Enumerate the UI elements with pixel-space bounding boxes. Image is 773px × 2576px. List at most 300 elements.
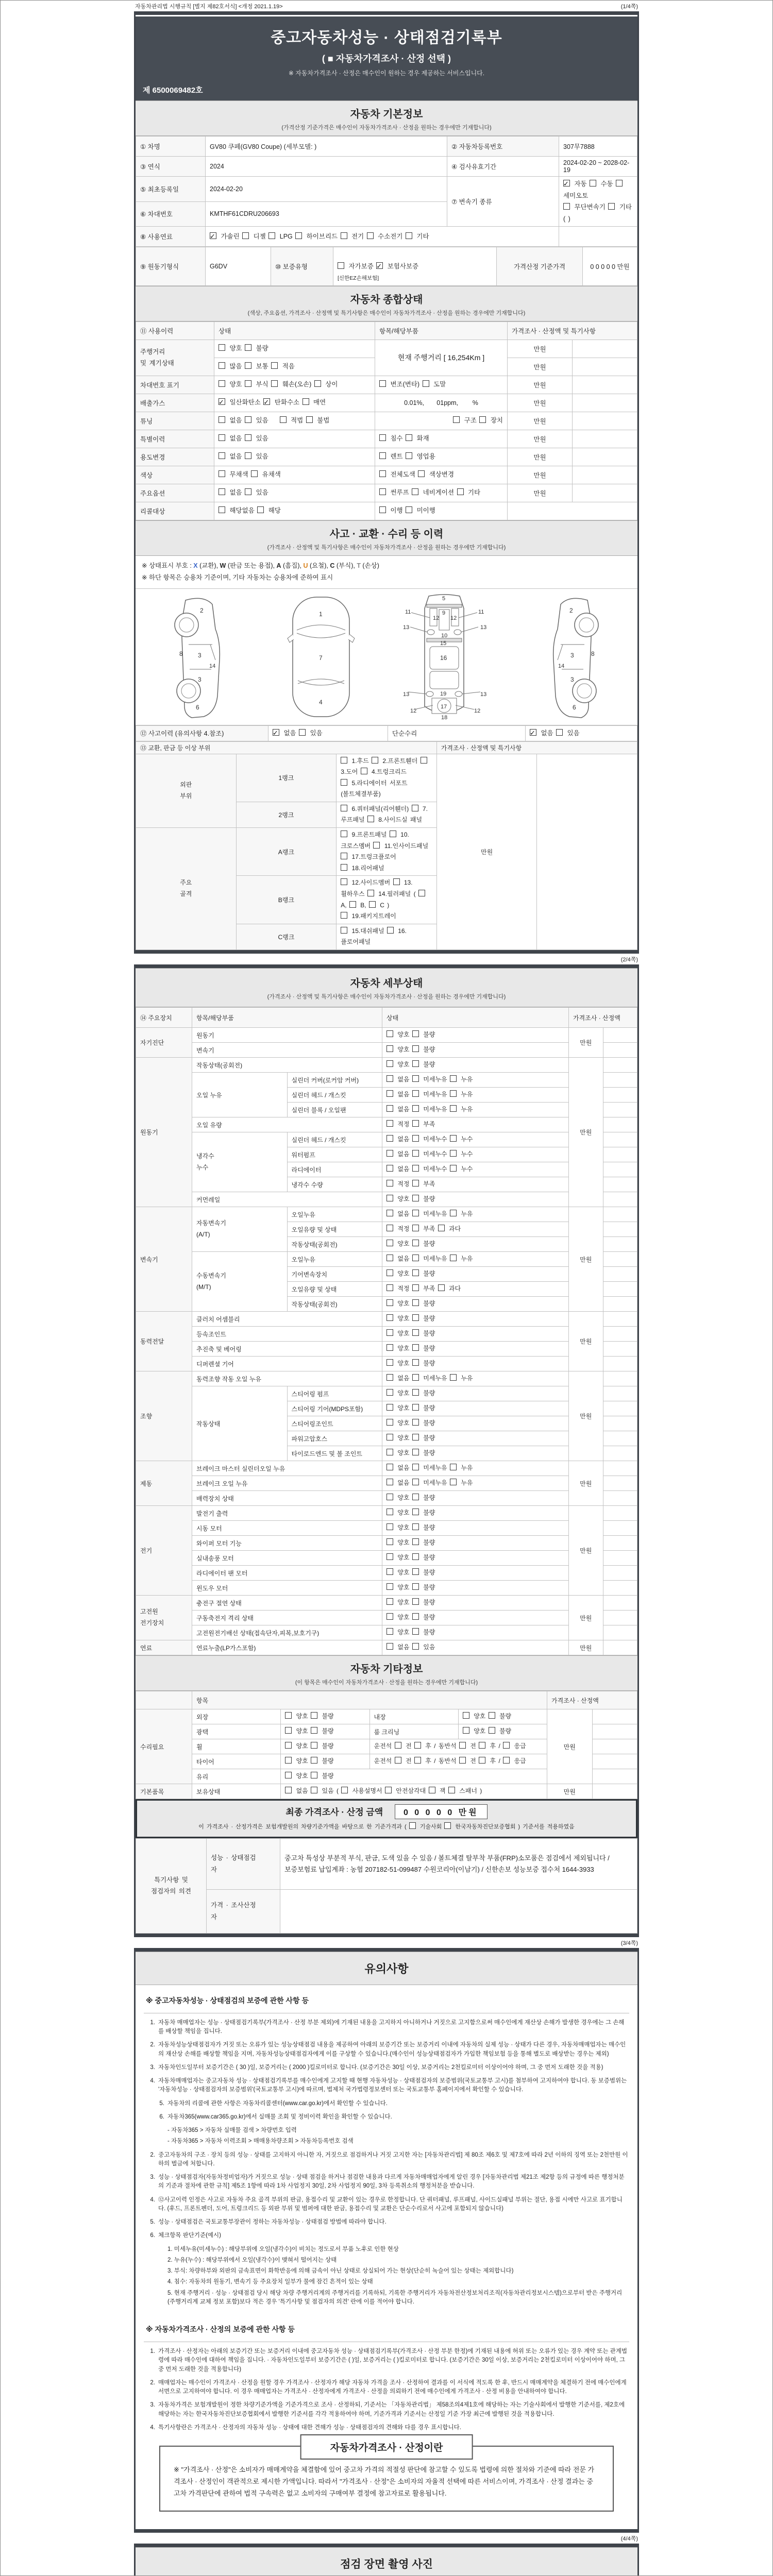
- section-subtitle: (이 항목은 매수인이 자동차가격조사 · 산정을 원하는 경우에만 기재합니다): [295, 1680, 478, 1686]
- table-row: [136, 1838, 637, 1889]
- notice-text: 자동차성능상태점검자가 거짓 또는 오류가 있는 성능상태점검 내용을 제공하여 아래의 보증기간 또는 보증거리 이내에 자동차의 실제 성능 · 상태가 다른 경우, 자동차매매업자는 매수인의 재산상 손해를 배상할 책임을 지며, 자동차성능상태점검자에게 이를 구상할 수 있습니다.(매수인이 성능상태점검자가 가입한 책임보험 등을 통해 별도로 배상받는 경우는 제외): [158, 2042, 626, 2057]
- remark-cell: [573, 340, 637, 358]
- inspector-remarks: 중고차 특성상 부분적 부식, 판금, 도색 있을 수 있음 / 볼트체결 탈부착 부품(FRP)소모품은 점검에서 제외됩니다 / 보증보험료 납입계좌 : 농협 207182-51-099487 수원코리아(이남기) / 신한손보 성능보증 접수처 1644-3933: [280, 1838, 637, 1889]
- emission-options[interactable]: ✓ 일산화탄소 ✓ 탄화수소 매연: [214, 394, 375, 412]
- col-device: ⑭ 주요장치: [136, 1008, 192, 1028]
- group-high-voltage: 고전원 전기장치: [136, 1596, 192, 1640]
- reg-no-label: ② 자동차등록번호: [447, 137, 559, 157]
- section-title: 자동차 세부상태: [350, 978, 423, 989]
- table-row: [136, 227, 637, 247]
- status-options[interactable]: 양호 불량: [382, 1192, 569, 1207]
- mileage-amount-options[interactable]: 많음 보통 적음: [214, 358, 375, 376]
- notice-item: [144, 2196, 629, 2214]
- tire-options[interactable]: 양호 불량: [281, 1754, 369, 1769]
- remark-cell: [573, 394, 637, 412]
- table-row: [136, 1625, 637, 1640]
- notice-item: [144, 2173, 629, 2191]
- tire-label: 타이어: [192, 1754, 281, 1769]
- status-options[interactable]: 없음 미세누수 누수: [382, 1162, 569, 1177]
- status-options[interactable]: 양호 불량: [382, 1297, 569, 1312]
- notice-no: 6.: [150, 2232, 155, 2239]
- room-cleaning-label: 룸 크리닝: [369, 1724, 458, 1739]
- notice-no: 3.: [150, 2402, 155, 2409]
- usage-change-options[interactable]: 없음 있음: [214, 448, 375, 466]
- status-options[interactable]: 양호 불량: [382, 1611, 569, 1625]
- room-cleaning-options[interactable]: 양호 불량: [458, 1724, 547, 1739]
- table-row: [136, 1371, 637, 1386]
- price-cell: 만원: [436, 754, 537, 950]
- glass-options[interactable]: 양호 불량: [281, 1769, 547, 1784]
- legend-label: (판금 또는 용접),: [226, 562, 277, 569]
- table-row: [136, 177, 637, 202]
- page4-block: [134, 2544, 639, 2576]
- status-options[interactable]: 양호 불량: [382, 1058, 569, 1073]
- main-option-options[interactable]: 없음 있음: [214, 484, 375, 502]
- status-options[interactable]: 양호 불량: [382, 1357, 569, 1371]
- table-row: [136, 1073, 637, 1088]
- item-label: 실린더 헤드 / 개스킷: [287, 1088, 382, 1103]
- remark-cell: [603, 1536, 637, 1551]
- item-label: 오일누유: [287, 1252, 382, 1267]
- svg-text:6: 6: [195, 704, 199, 711]
- emission-label: 배출가스: [136, 394, 214, 412]
- status-options[interactable]: 양호 불량: [382, 1401, 569, 1416]
- col-item: 항목: [192, 1691, 547, 1709]
- remark-cell: [603, 1103, 637, 1117]
- table-row: [136, 1551, 637, 1566]
- table-row: [136, 412, 637, 430]
- table-row: [136, 1386, 637, 1401]
- status-options[interactable]: 양호 불량: [382, 1581, 569, 1596]
- glass-label: 유리: [192, 1769, 281, 1784]
- section-basic-info-header: [136, 100, 637, 136]
- mileage-state-options[interactable]: 양호 불량: [214, 340, 375, 358]
- rank2-items[interactable]: 6.쿼터패널(리어휀더) 7.루프패널 8.사이드실 패널: [337, 802, 437, 827]
- table-row: [136, 376, 637, 394]
- item-label: 작동상태(공회전): [192, 1058, 382, 1073]
- legend-symbol-u: U: [303, 562, 308, 569]
- notice-item: [153, 2099, 629, 2108]
- exchange-panel-header: ⑬ 교환, 판금 등 이상 부위: [136, 741, 437, 754]
- table-row: [136, 1889, 637, 1933]
- status-options[interactable]: 없음 미세누유 누유: [382, 1073, 569, 1088]
- svg-text:7: 7: [319, 654, 323, 662]
- accident-history-label: ⑫ 사고이력 (유의사항 4.참조): [136, 726, 268, 741]
- notice-item: [144, 2151, 629, 2169]
- status-options[interactable]: 양호 불량: [382, 1386, 569, 1401]
- page2-block: [134, 964, 639, 1937]
- item-label: 오일유량 및 상태: [287, 1222, 382, 1237]
- status-options[interactable]: 없음 미세누유 누유: [382, 1103, 569, 1117]
- notices-section-a-title: ※ 중고자동차성능 · 상태점검의 보증에 관한 사항 등: [144, 1988, 629, 2013]
- special-history-options-2[interactable]: 침수 화재: [375, 430, 508, 448]
- status-options[interactable]: 양호 불량: [382, 1625, 569, 1640]
- notice-text: 체크항목 판단기준(예시): [158, 2232, 221, 2239]
- price-survey-info-title: 자동차가격조사 · 산정이란: [300, 2434, 473, 2460]
- svg-text:3: 3: [197, 652, 201, 659]
- remark-cell: [603, 1117, 637, 1132]
- vin-mark-label: 차대번호 표기: [136, 376, 214, 394]
- photos-title: 점검 장면 촬영 사진: [340, 2558, 433, 2571]
- remark-cell: [603, 1357, 637, 1371]
- remark-cell: [603, 1147, 637, 1162]
- item-label: 타이로드엔드 및 볼 조인트: [287, 1446, 382, 1461]
- wheel-label: 휠: [192, 1739, 281, 1754]
- status-options[interactable]: 양호 불량: [382, 1506, 569, 1521]
- table-row: [136, 1784, 637, 1799]
- price-cell: 만원: [569, 1640, 603, 1655]
- svg-text:8: 8: [179, 650, 183, 657]
- vin-mark-options-2[interactable]: 변조(변타) 도말: [375, 376, 508, 394]
- svg-text:16: 16: [440, 654, 447, 662]
- current-mileage: 현재 주행거리 [ 16,254Km ]: [375, 340, 508, 376]
- page1-block: [134, 11, 639, 954]
- status-options[interactable]: 적정 부족 과다: [382, 1222, 569, 1237]
- section-subtitle: (가격산정 기준가격은 매수인이 자동차가격조사 · 산정을 원하는 경우에만 기재합니다): [281, 125, 492, 131]
- table-row: [136, 1058, 637, 1073]
- group-powertrain: 동력전달: [136, 1312, 192, 1371]
- group-repair-needed: 수리필요: [136, 1709, 192, 1784]
- exterior-options[interactable]: 양호 불량: [281, 1709, 369, 1724]
- status-options[interactable]: 없음 미세누유 누유: [382, 1088, 569, 1103]
- price-cell: 만원: [569, 1461, 603, 1506]
- legend-label: (교환),: [197, 562, 220, 569]
- basic-info-table: [136, 136, 637, 247]
- price-cell: 만원: [547, 1784, 593, 1799]
- notice-item: [144, 2218, 629, 2227]
- legend-label: (손상): [360, 562, 379, 569]
- price-cell: 만원: [508, 448, 573, 466]
- status-options[interactable]: 적정 부족: [382, 1177, 569, 1192]
- table-row: [136, 430, 637, 448]
- notice-sub-item: 2. 누유(누수) : 해당부위에서 오일(냉각수)이 맺혀서 떨어지는 상태: [167, 2257, 337, 2263]
- status-options[interactable]: 양호 불량: [382, 1536, 569, 1551]
- form-rule-note: 자동차관리법 시행규칙 [별지 제82호서식] <개정 2021.1.19>: [135, 4, 283, 10]
- status-options[interactable]: 적정 부족: [382, 1117, 569, 1132]
- interior-options[interactable]: 양호 불량: [458, 1709, 547, 1724]
- table-row: [136, 1476, 637, 1491]
- notice-item: [144, 2424, 629, 2432]
- legend-symbol-t: T: [357, 562, 361, 569]
- table-row: [136, 1252, 637, 1267]
- warranty-options-text[interactable]: 자가보증 ✓ 보험사보증: [338, 263, 418, 270]
- table-row: [136, 1611, 637, 1625]
- simple-repair-options[interactable]: ✓ 없음 있음: [526, 726, 637, 741]
- remark-cell: [573, 430, 637, 448]
- state-symbol-legend: [136, 556, 637, 589]
- recall-label: 리콜대상: [136, 502, 214, 520]
- notice-text: 자동차매매업자는 중고자동차 성능 · 상태점검기록부를 매수인에게 고지할 때 현행 자동차성능 · 상태점검자의 보증범위(국토교통부 고시)를 첨부하여 고지하여야 합니다. 동 보증범위는 '자동차성능 · 상태점검자의 보증범위'(국토교통부 고시)에 따르며, 법제처 국가법령정보센터 또는 국토교통부 홈페이지에서 확인할 수 있습니다.: [158, 2078, 627, 2093]
- notice-no: 2.: [150, 2151, 155, 2158]
- special-history-options[interactable]: 없음 있음: [214, 430, 375, 448]
- section-etc-header: [136, 1655, 637, 1691]
- status-options[interactable]: 양호 불량: [382, 1028, 569, 1043]
- price-cell: 만원: [508, 484, 573, 502]
- notice-text: 자동차인도일부터 보증기간은 ( 30 )일, 보증거리는 ( 2000 )킬로미터로 합니다. (보증기간은 30일 이상, 보증거리는 2천킬로미터 이상이어야 하며, 그 중 먼저 도래한 것을 적용): [158, 2064, 603, 2071]
- status-options[interactable]: 양호 불량: [382, 1551, 569, 1566]
- table-row: [136, 1491, 637, 1506]
- section-subtitle: (가격조사 · 산정액 및 특기사항은 매수인이 자동차가격조사 · 산정을 원하는 경우에만 기재합니다): [267, 994, 506, 1000]
- item-label: 클러치 어셈블리: [192, 1312, 382, 1327]
- rankA-items[interactable]: 9.프론트패널 10.크로스멤버 11.인사이드패널 17.트렁크플로어 18.리어패널: [337, 828, 437, 876]
- warranty-type-options[interactable]: [333, 247, 497, 286]
- notice-text: 특기사항란은 가격조사 · 산정자의 자동차 성능 · 상태에 대한 견해가 성능 · 상태점검자의 견해와 다를 경우 표시합니다.: [158, 2424, 461, 2431]
- price-cell: 만원: [508, 358, 573, 376]
- notice-text: ⑫사고이력 인정은 사고로 자동차 주요 골격 부위의 판금, 용접수리 및 교환이 있는 경우로 한정합니다. 단 쿼터패널, 루프패널, 사이드실패널 부위는 절단, 용접 시에만 사고로 표기합니다. (후드, 프론트펜더, 도어, 트렁크리드 등 외판 부위 및 범퍼에 대한 판금, 용접수리 및 교환은 단순수리로서 사고에 포함되지 않습니다): [158, 2196, 623, 2212]
- exterior-label: 외장: [192, 1709, 281, 1724]
- section-title: 자동차 기타정보: [350, 1664, 423, 1675]
- status-options[interactable]: 없음 미세누유 누유: [382, 1461, 569, 1476]
- status-options[interactable]: 양호 불량: [382, 1416, 569, 1431]
- svg-text:9: 9: [442, 610, 445, 616]
- emission-values: 0.01%, 01ppm, %: [375, 394, 508, 412]
- notice-text: 자동차가격은 보험개발원이 정한 차량기준가액을 기준가격으로 조사 · 산정하되, 기준서는 「자동차관리법」 제58조의4제1호에 해당하는 자는 기술사회에서 발행한 기준서를, 제2호에 해당하는 자는 한국자동차진단보증협회에서 발행한 기준서를 각각 적용하여야 하며, 기준가격과 기준서는 산정일 기준 가장 최근에 발행된 것을 적용합니다.: [158, 2402, 625, 2417]
- tuning-options-2[interactable]: 구조 장치: [375, 412, 508, 430]
- recall-options-2[interactable]: 이행 미이행: [375, 502, 508, 520]
- item-label: 브레이크 오일 누유: [192, 1476, 382, 1491]
- notice-text: 성능 · 상태점검은 국토교통부장관이 정하는 자동차성능 · 상태점검 방법에 따라야 합니다.: [158, 2219, 386, 2226]
- wheel-position-options[interactable]: 운전석 전 후 / 동반석 전 후 / 응급: [369, 1739, 547, 1754]
- notice-text: 중고자동차의 구조 · 장치 등의 성능 · 상태를 고지하지 아니한 자, 거짓으로 점검하거나 거짓 고지한 자는 [자동차관리법] 제 80조 제6호 및 제7호에 따라 2년 이하의 징역 또는 2천만원 이하의 벌금에 처합니다.: [158, 2151, 628, 2167]
- color-options-2[interactable]: 전체도색 색상변경: [375, 466, 508, 484]
- status-options[interactable]: 양호 불량: [382, 1237, 569, 1252]
- fuel-options[interactable]: ✓ 가솔린 디젤 LPG 하이브리드 전기 수소전기 기타: [206, 227, 559, 247]
- remark-cell: [592, 1754, 637, 1769]
- notice-sub-item: 4. 침수: 자동차의 원동기, 변속기 등 주요장치 일부가 물에 잠긴 흔적이 있는 상태: [167, 2279, 373, 2285]
- status-options[interactable]: 양호 불량: [382, 1327, 569, 1342]
- warranty-insurer: [신한EZ손해보험]: [338, 275, 379, 281]
- usage-change-options-2[interactable]: 렌트 영업용: [375, 448, 508, 466]
- polish-options[interactable]: 양호 불량: [281, 1724, 369, 1739]
- svg-text:19: 19: [440, 691, 446, 697]
- item-label: 시동 모터: [192, 1521, 382, 1536]
- remarks-label: 특기사항 및 점검자의 의견: [136, 1838, 207, 1933]
- transmission-type-options[interactable]: ✓ 자동 수동 세미오토 무단변속기 기타 ( ): [559, 177, 637, 227]
- price-survey-info-box: [159, 2443, 614, 2512]
- recall-options[interactable]: 해당없음 해당: [214, 502, 375, 520]
- engine-type-label: ⑨ 원동기형식: [136, 247, 206, 286]
- etc-info-table: [136, 1691, 637, 1799]
- rankB-items[interactable]: 12.사이드멤버 13.휠하우스 14.필러패널 ( A, B, C ) 19.패키지트레이: [337, 876, 437, 924]
- status-options[interactable]: 양호 불량: [382, 1446, 569, 1461]
- table-row: [136, 157, 637, 177]
- status-options[interactable]: 양호 불량: [382, 1267, 569, 1282]
- status-options[interactable]: 없음 미세누유 누유: [382, 1476, 569, 1491]
- page-marker-2: (2/4쪽): [620, 957, 638, 963]
- base-price-value: 0 0 0 0 0 만원: [583, 247, 637, 286]
- table-row: [136, 1461, 637, 1476]
- fuel-label: ⑧ 사용연료: [136, 227, 206, 247]
- basic-items-options[interactable]: 없음 있음 ( 사용설명서 안전삼각대 잭 스패너 ): [281, 1784, 547, 1799]
- rankC-items[interactable]: 15.대쉬패널 16.플로어패널: [337, 924, 437, 950]
- price-cell: 만원: [547, 1709, 593, 1784]
- table-row: [136, 394, 637, 412]
- item-label: 작동상태(공회전): [287, 1237, 382, 1252]
- final-price-note: 이 가격조사 · 산정가격은 보험개발원의 차량기준가액을 바탕으로 한 기준가격과 ( 기술사회 한국자동차진단보증협회 ) 기준서를 적용하였음: [142, 1822, 631, 1833]
- accident-history-table: [136, 725, 637, 741]
- car-name-value: GV80 쿠페(GV80 Coupe) (세부모델: ): [206, 137, 447, 157]
- tire-position-options[interactable]: 운전석 전 후 / 동반석 전 후 / 응급: [369, 1754, 547, 1769]
- page-marker-1: (1/4쪽): [620, 4, 638, 10]
- car-side-left-diagram: [155, 593, 250, 721]
- remark-cell: [603, 1506, 637, 1521]
- notice-no: 1.: [150, 2348, 155, 2355]
- simple-repair-label: 단순수리: [388, 726, 526, 741]
- remark-cell: [603, 1177, 637, 1192]
- svg-text:12: 12: [432, 615, 439, 621]
- rankC-label: C랭크: [236, 924, 337, 950]
- first-reg-label: ⑤ 최초등록일: [136, 177, 206, 202]
- status-options[interactable]: 양호 불량: [382, 1491, 569, 1506]
- item-label: 구동축전지 격리 상태: [192, 1611, 382, 1625]
- table-row: [136, 726, 637, 741]
- remark-cell: [603, 1297, 637, 1312]
- report-subtitle: ( ■ 자동차가격조사 · 산정 선택 ): [322, 54, 451, 64]
- remark-cell: [603, 1640, 637, 1655]
- status-options[interactable]: 양호 불량: [382, 1043, 569, 1058]
- status-options[interactable]: 없음 미세누유 누유: [382, 1207, 569, 1222]
- notice-no: 4.: [150, 2196, 155, 2203]
- status-options[interactable]: 없음 미세누유 누유: [382, 1252, 569, 1267]
- table-row: [136, 247, 637, 286]
- remark-cell: [603, 1566, 637, 1581]
- remark-cell: [592, 1724, 637, 1739]
- remarks-table: [136, 1838, 637, 1934]
- item-label: 스티어링조인트: [287, 1416, 382, 1431]
- remark-cell: [603, 1446, 637, 1461]
- group-engine: 원동기: [136, 1058, 192, 1207]
- tuning-options[interactable]: 없음 있음 적법 불법: [214, 412, 375, 430]
- appraiser-label: 가격 · 조사산정 자: [207, 1889, 280, 1933]
- svg-text:10: 10: [441, 633, 447, 639]
- item-label: 라디에이터 팬 모터: [192, 1566, 382, 1581]
- item-label: 변속기: [192, 1043, 382, 1058]
- remark-cell: [537, 754, 637, 950]
- item-label: 실내송풍 모터: [192, 1551, 382, 1566]
- interior-label: 내장: [369, 1709, 458, 1724]
- remark-cell: [603, 1416, 637, 1431]
- table-row: [136, 137, 637, 157]
- status-options[interactable]: 양호 불량: [382, 1596, 569, 1611]
- status-options[interactable]: 양호 불량: [382, 1312, 569, 1327]
- vin-value: KMTHF61CDRU206693: [206, 201, 447, 227]
- item-label: 윈도우 모터: [192, 1581, 382, 1596]
- status-options[interactable]: 없음 있음: [382, 1640, 569, 1655]
- notices-title: 유의사항: [364, 1962, 409, 1975]
- notice-text: 매매업자는 매수인이 가격조사 · 산정을 원할 경우 가격조사 · 산정자가 해당 자동차 가격을 조사 · 산정하여 결과를 이 서식에 적도록 한 후, 반드시 매매계약을 체결하기 전에 매수인에게 서면으로 고지하여야 합니다. 이 경우 매매업자는 가격조사 · 산정자에게 가격조사 · 산정을 의뢰하기 전에 매수인에게 가격조사 · 산정 비용을 안내하여야 합니다.: [158, 2379, 627, 2395]
- vin-label: ⑥ 차대번호: [136, 201, 206, 227]
- main-frame-group: 주요 골격: [136, 828, 237, 950]
- item-label: 작동상태(공회전): [287, 1297, 382, 1312]
- status-options[interactable]: 없음 미세누수 누수: [382, 1147, 569, 1162]
- svg-text:18: 18: [441, 715, 447, 721]
- item-label: 브레이크 마스터 실린더오일 누유: [192, 1461, 382, 1476]
- wheel-options[interactable]: 양호 불량: [281, 1739, 369, 1754]
- vin-mark-options[interactable]: 양호 부식 훼손(오손) 상이: [214, 376, 375, 394]
- notice-no: 4.: [150, 2078, 155, 2084]
- rank1-items[interactable]: 1.후드 2.프론트휀더 3.도어 4.트렁크리드 5.라디에이터 서포트(볼트체결부품): [337, 754, 437, 802]
- notice-item: [144, 2063, 629, 2072]
- subgroup-mt: 수동변속기 (M/T): [192, 1252, 288, 1312]
- remark-cell: [573, 466, 637, 484]
- remark-cell: [592, 1784, 637, 1799]
- status-options[interactable]: 적정 부족 과다: [382, 1282, 569, 1297]
- accident-history-options[interactable]: ✓ 없음 있음: [268, 726, 388, 741]
- remark-cell: [603, 1237, 637, 1252]
- notices-body: [136, 1985, 637, 2530]
- notice-text: 자동차365(www.car365.go.kr)에서 실매물 조회 및 정비이력 확인을 확인할 수 있습니다.: [167, 2113, 392, 2120]
- remark-cell: [603, 1028, 637, 1043]
- status-options[interactable]: 없음 미세누유 누유: [382, 1371, 569, 1386]
- notice-item: [144, 2231, 629, 2240]
- inspector-label: 성능 · 상태점검 자: [207, 1838, 280, 1889]
- table-header-row: [136, 1008, 637, 1028]
- status-options[interactable]: 양호 불량: [382, 1521, 569, 1536]
- svg-text:2: 2: [569, 607, 573, 614]
- inspection-period-label: ④ 검사유효기간: [447, 157, 559, 177]
- main-option-label: 주요옵션: [136, 484, 214, 502]
- notice-item: [144, 2379, 629, 2397]
- final-price-value: 0 0 0 0 0 만원: [395, 1804, 488, 1819]
- svg-text:8: 8: [591, 650, 595, 657]
- fuel-extra-cell: [559, 227, 637, 247]
- legend-symbol-a: A: [276, 562, 281, 569]
- svg-text:11: 11: [405, 609, 411, 615]
- notice-no: 4.: [150, 2424, 155, 2431]
- page-marker-4: (4/4쪽): [620, 2536, 638, 2543]
- remark-cell: [508, 502, 637, 520]
- remark-cell: [573, 358, 637, 376]
- notice-no: 3.: [150, 2064, 155, 2071]
- group-steering: 조향: [136, 1371, 192, 1461]
- notice-text: 자동차 매매업자는 성능 · 상태점검기록부(가격조사 · 산정 부분 제외)에 기재된 내용을 고지하지 아니하거나 거짓으로 고지함으로써 매수인에게 재산상 손해가 발생한 경우에는 그 손해를 배상할 책임을 집니다.: [158, 2019, 625, 2035]
- car-side-right-diagram: [523, 593, 618, 721]
- group-basic-items: 기본품목: [136, 1784, 192, 1799]
- status-options[interactable]: 없음 미세누수 누수: [382, 1132, 569, 1147]
- color-options[interactable]: 무채색 유채색: [214, 466, 375, 484]
- svg-text:15: 15: [440, 640, 446, 647]
- col-use-history: ⑪ 사용이력: [136, 321, 214, 340]
- legend-line2: ※ 하단 항목은 승용차 기준이며, 기타 자동차는 승용차에 준하여 표시: [142, 574, 333, 582]
- section-overall-header: [136, 286, 637, 321]
- final-price-bar: [136, 1799, 637, 1838]
- main-option-options-2[interactable]: 썬루프 네비게이션 기타: [375, 484, 508, 502]
- status-options[interactable]: 양호 불량: [382, 1431, 569, 1446]
- tuning-label: 튜닝: [136, 412, 214, 430]
- table-row: [136, 1117, 637, 1132]
- reg-no-value: 307무7888: [559, 137, 637, 157]
- page3-block: [134, 1948, 639, 2533]
- svg-text:13: 13: [480, 691, 486, 698]
- rankB-label: B랭크: [236, 876, 337, 924]
- item-label: 연료누출(LP가스포함): [192, 1640, 382, 1655]
- item-label: 고전원전기배선 상태(접속단자,피복,보호기구): [192, 1625, 382, 1640]
- status-options[interactable]: 양호 불량: [382, 1342, 569, 1357]
- table-row: [136, 754, 637, 802]
- price-cell: 만원: [508, 430, 573, 448]
- svg-text:4: 4: [319, 699, 323, 706]
- table-row: [136, 1521, 637, 1536]
- svg-text:14: 14: [209, 663, 215, 669]
- status-options[interactable]: 양호 불량: [382, 1566, 569, 1581]
- item-label: 스티어링 기어(MDPS포함): [287, 1401, 382, 1416]
- legend-label: (요철),: [308, 562, 330, 569]
- svg-text:12: 12: [410, 708, 416, 714]
- svg-text:12: 12: [474, 708, 480, 714]
- table-row: [136, 1536, 637, 1551]
- model-year-label: ③ 연식: [136, 157, 206, 177]
- item-label: 추진축 및 베어링: [192, 1342, 382, 1357]
